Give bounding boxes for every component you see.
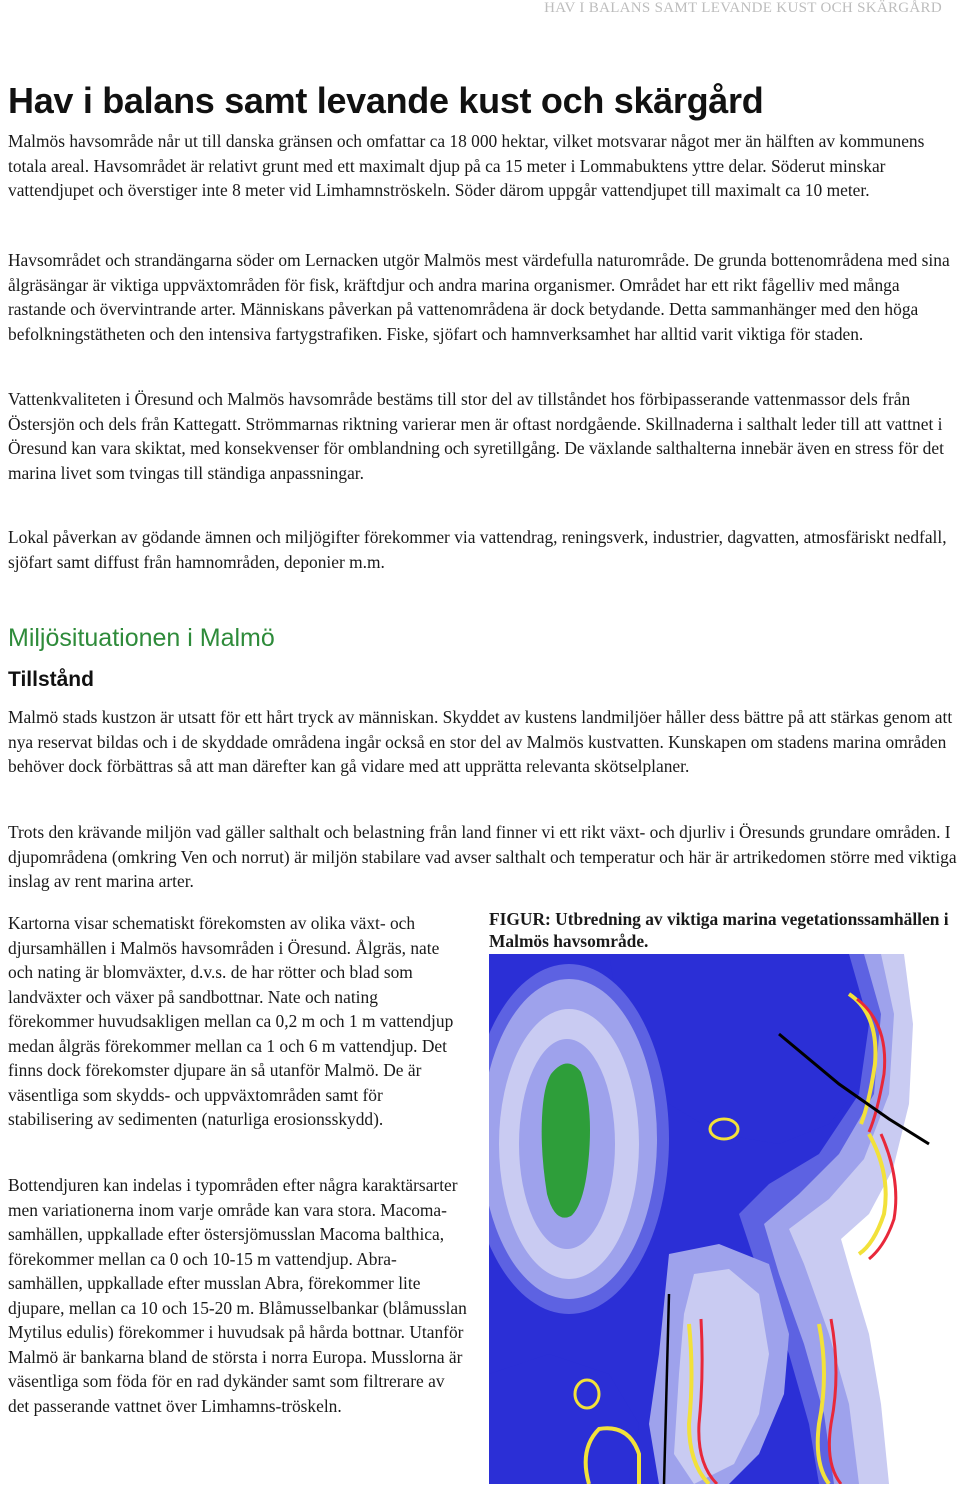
column-paragraph: Kartorna visar schematiskt förekomsten av olika växt- och djursamhällen i Malmös havsområden i Öresund. Ålgräs, nate och nating är blomväxter, d.v.s. de har rötter och blad som landväxter och växer på sandbottnar. Nate och nating förekommer huvudsakligen mellan ca 0,2 m och 1 m vattendjup medan ålgräs förekommer mellan ca 1 och 6 m vattendjup. Det finns dock förekomster djupare än så utanför Malmö. De är väsentliga som skydds- och uppväxtområden samt för stabilisering av sedimenten (naturliga erosionsskydd). [8, 913, 454, 1129]
intro-paragraph: Malmös havsområde når ut till danska gränsen och omfattar ca 18 000 hektar, vilket motsvarar något mer än hälften av kommunens totala areal. Havsområdet är relativt grunt med ett maximalt djup på ca 15 meter i Lommabuktens yttre delar. Söderut minskar vattendjupet och överstiger inte 8 meter vid Limhamnströskeln. Söder därom uppgår vattendjupet till maximalt ca 10 meter. [8, 131, 925, 200]
intro-paragraph: Lokal påverkan av gödande ämnen och miljögifter förekommer via vattendrag, reningsverk, industrier, dagvatten, atmosfäriskt nedfall, sjöfart samt diffust från hamnområden, deponier m.m. [8, 527, 947, 572]
section-title: Miljösituationen i Malmö [8, 624, 275, 652]
running-header: HAV I BALANS SAMT LEVANDE KUST OCH SKÄRGÅRD [544, 0, 942, 16]
vegetation-map [489, 954, 935, 1484]
map-svg [489, 954, 935, 1484]
intro-paragraph: Vattenkvaliteten i Öresund och Malmös havsområde bestäms till stor del av tillståndet hos förbipasserande vattenmassor dels från Östersjön och dels från Kattegatt. Strömmarnas riktning varierar men är oftast nordgående. Skillnaderna i salthalt leder till att vattnet i Öresund kan vara skiktat, med konsekvenser för omblandning och syretillgång. De växlande salthalterna innebär även en stress för det marina livet som tvingas till ständiga anpassningar. [8, 389, 944, 483]
intro-paragraph: Havsområdet och strandängarna söder om Lernacken utgör Malmös mest värdefulla naturområde. De grunda bottenområdena med sina ålgräsängar är viktiga uppväxtområden för fisk, kräftdjur och andra marina organismer. Området har ett rikt fågelliv med många rastande och övervintrande arter. Människans påverkan på vattenområdena är dock betydande. Detta sammanhänger med den höga befolkningstätheten och den intensiva fartygstrafiken. Fiske, sjöfart och hamnverksamhet har alltid varit viktiga för staden. [8, 250, 950, 344]
page-title: Hav i balans samt levande kust och skärgård [8, 80, 764, 121]
section-paragraph: Malmö stads kustzon är utsatt för ett hårt tryck av människan. Skyddet av kustens landmiljöer håller dess bättre på att stärkas genom att nya reservat bildas och i de skyddade områdena ingår också en stor del av Malmös kustvatten. Kunskapen om stadens marina områden behöver dock förbättras så att man därefter kan gå vidare med att upprätta relevanta skötselplaner. [8, 707, 953, 776]
figure-caption: FIGUR: Utbredning av viktiga marina vegetationssamhällen i Malmös havsområde. [489, 909, 949, 951]
section-subtitle: Tillstånd [8, 668, 94, 691]
column-paragraph: Bottendjuren kan indelas i typområden efter några karaktärsarter men variationerna inom varje område kan vara stora. Macoma-samhällen, uppkallade efter östersjömusslan Macoma balthica, förekommer mellan ca 0 och 10-15 m vattendjup. Abra-samhällen, uppkallade efter musslan Abra, förekommer lite djupare, mellan ca 10 och 15-20 m. Blåmusselbankar (blåmusslan Mytilus edulis) förekommer i huvudsak på hårda bottnar. Utanför Malmö är bankarna bland de största i norra Europa. Musslorna är väsentliga som föda för en rad dykänder samt som filtrerare av det passerande vattnet över Limhamns-tröskeln. [8, 1175, 467, 1416]
section-paragraph: Trots den krävande miljön vad gäller salthalt och belastning från land finner vi ett rikt växt- och djurliv i Öresunds grundare områden. I djupområdena (omkring Ven och norrut) är miljön stabilare vad avser salthalt och temperatur och här är artrikedomen större med viktiga inslag av rent marina arter. [8, 822, 957, 891]
